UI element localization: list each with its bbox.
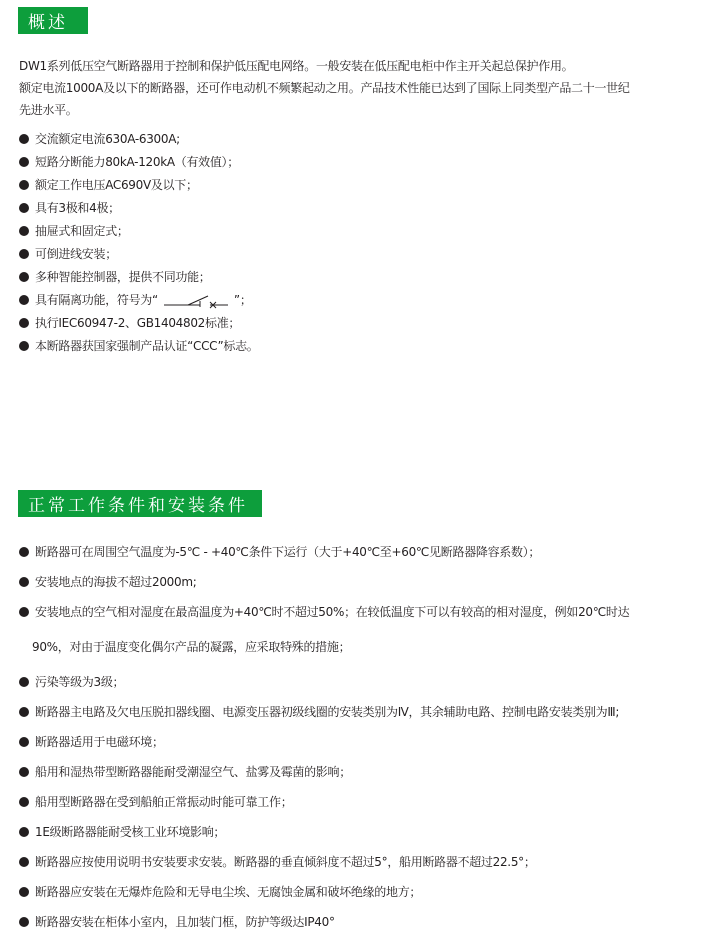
conditions-section-header	[18, 490, 262, 517]
bullet-dot-icon	[19, 318, 29, 328]
list-item: 断路器主电路及欠电压脱扣器线圈、电源变压器初级线圈的安装类别为Ⅳ，其余辅助电路、控制电路安装类别为Ⅲ;	[19, 697, 709, 727]
bullet-dot-icon	[19, 857, 29, 867]
list-item: 断路器适用于电磁环境；	[19, 727, 709, 757]
intro-paragraph-2: 额定电流1000A及以下的断路器，还可作电动机不频繁起动之用。产品技术性能已达到了国际上同类型产品二十一世纪	[19, 81, 630, 95]
list-item: 船用和湿热带型断路器能耐受潮湿空气、盐雾及霉菌的影响；	[19, 757, 709, 787]
list-item: 交流额定电流630A-6300A;	[19, 128, 259, 151]
list-item: 污染等级为3级；	[19, 667, 709, 697]
humidity-continuation: 90%，对由于温度变化偶尔产品的凝露，应采取特殊的措施；	[32, 640, 351, 654]
bullet-dot-icon	[19, 707, 29, 717]
bullet-dot-icon	[19, 295, 29, 305]
overview-header-text: 概述	[28, 13, 68, 33]
list-item: 安装地点的海拔不超过2000m;	[19, 567, 709, 597]
list-item: 1E级断路器能耐受核工业环境影响；	[19, 817, 709, 847]
list-item: 抽屉式和固定式；	[19, 220, 259, 243]
list-item: 额定工作电压AC690V及以下；	[19, 174, 259, 197]
isolating-switch-symbol-icon	[160, 293, 232, 309]
bullet-dot-icon	[19, 249, 29, 259]
list-item: 断路器应安装在无爆炸危险和无导电尘埃、无腐蚀金属和破坏绝缘的地方；	[19, 877, 709, 907]
list-item: 执行IEC60947-2、GB1404802标准；	[19, 312, 259, 335]
list-item-humidity: 安装地点的空气相对湿度在最高温度为+40℃时不超过50%；在较低温度下可以有较高的相对湿度，例如20℃时达 90%，对由于温度变化偶尔产品的凝露，应采取特殊的措施；	[19, 597, 709, 667]
bullet-dot-icon	[19, 577, 29, 587]
list-item: 可倒进线安装；	[19, 243, 259, 266]
bullet-dot-icon	[19, 887, 29, 897]
conditions-header-text: 正常工作条件和安装条件	[28, 496, 248, 516]
list-item: 断路器安装在柜体小室内，且加装门框，防护等级达IP40°	[19, 907, 709, 937]
bullet-dot-icon	[19, 203, 29, 213]
bullet-dot-icon	[19, 767, 29, 777]
list-item-isolation: 具有隔离功能，符号为“ ”；	[19, 289, 259, 312]
list-item: 具有3极和4极；	[19, 197, 259, 220]
bullet-dot-icon	[19, 827, 29, 837]
bullet-dot-icon	[19, 677, 29, 687]
list-item: 断路器可在周围空气温度为-5℃ - +40℃条件下运行（大于+40℃至+60℃见断路器降容系数）；	[19, 537, 709, 567]
list-item: 断路器应按使用说明书安装要求安装。断路器的垂直倾斜度不超过5°，船用断路器不超过22.5°；	[19, 847, 709, 877]
overview-section-header	[18, 7, 88, 34]
list-item: 短路分断能力80kA-120kA（有效值）；	[19, 151, 259, 174]
bullet-dot-icon	[19, 547, 29, 557]
bullet-dot-icon	[19, 607, 29, 617]
overview-feature-list	[19, 128, 259, 358]
bullet-dot-icon	[19, 797, 29, 807]
intro-paragraph-3: 先进水平。	[19, 103, 78, 117]
intro-paragraph-1: DW1系列低压空气断路器用于控制和保护低压配电网络。一般安装在低压配电柜中作主开关起总保护作用。	[19, 59, 574, 73]
bullet-dot-icon	[19, 737, 29, 747]
bullet-dot-icon	[19, 157, 29, 167]
list-item: 多种智能控制器，提供不同功能；	[19, 266, 259, 289]
bullet-dot-icon	[19, 272, 29, 282]
bullet-dot-icon	[19, 180, 29, 190]
bullet-dot-icon	[19, 341, 29, 351]
bullet-dot-icon	[19, 226, 29, 236]
list-item: 本断路器获国家强制产品认证“CCC”标志。	[19, 335, 259, 358]
bullet-dot-icon	[19, 134, 29, 144]
overview-intro	[19, 55, 709, 121]
conditions-list	[19, 537, 709, 937]
list-item: 船用型断路器在受到船舶正常振动时能可靠工作；	[19, 787, 709, 817]
